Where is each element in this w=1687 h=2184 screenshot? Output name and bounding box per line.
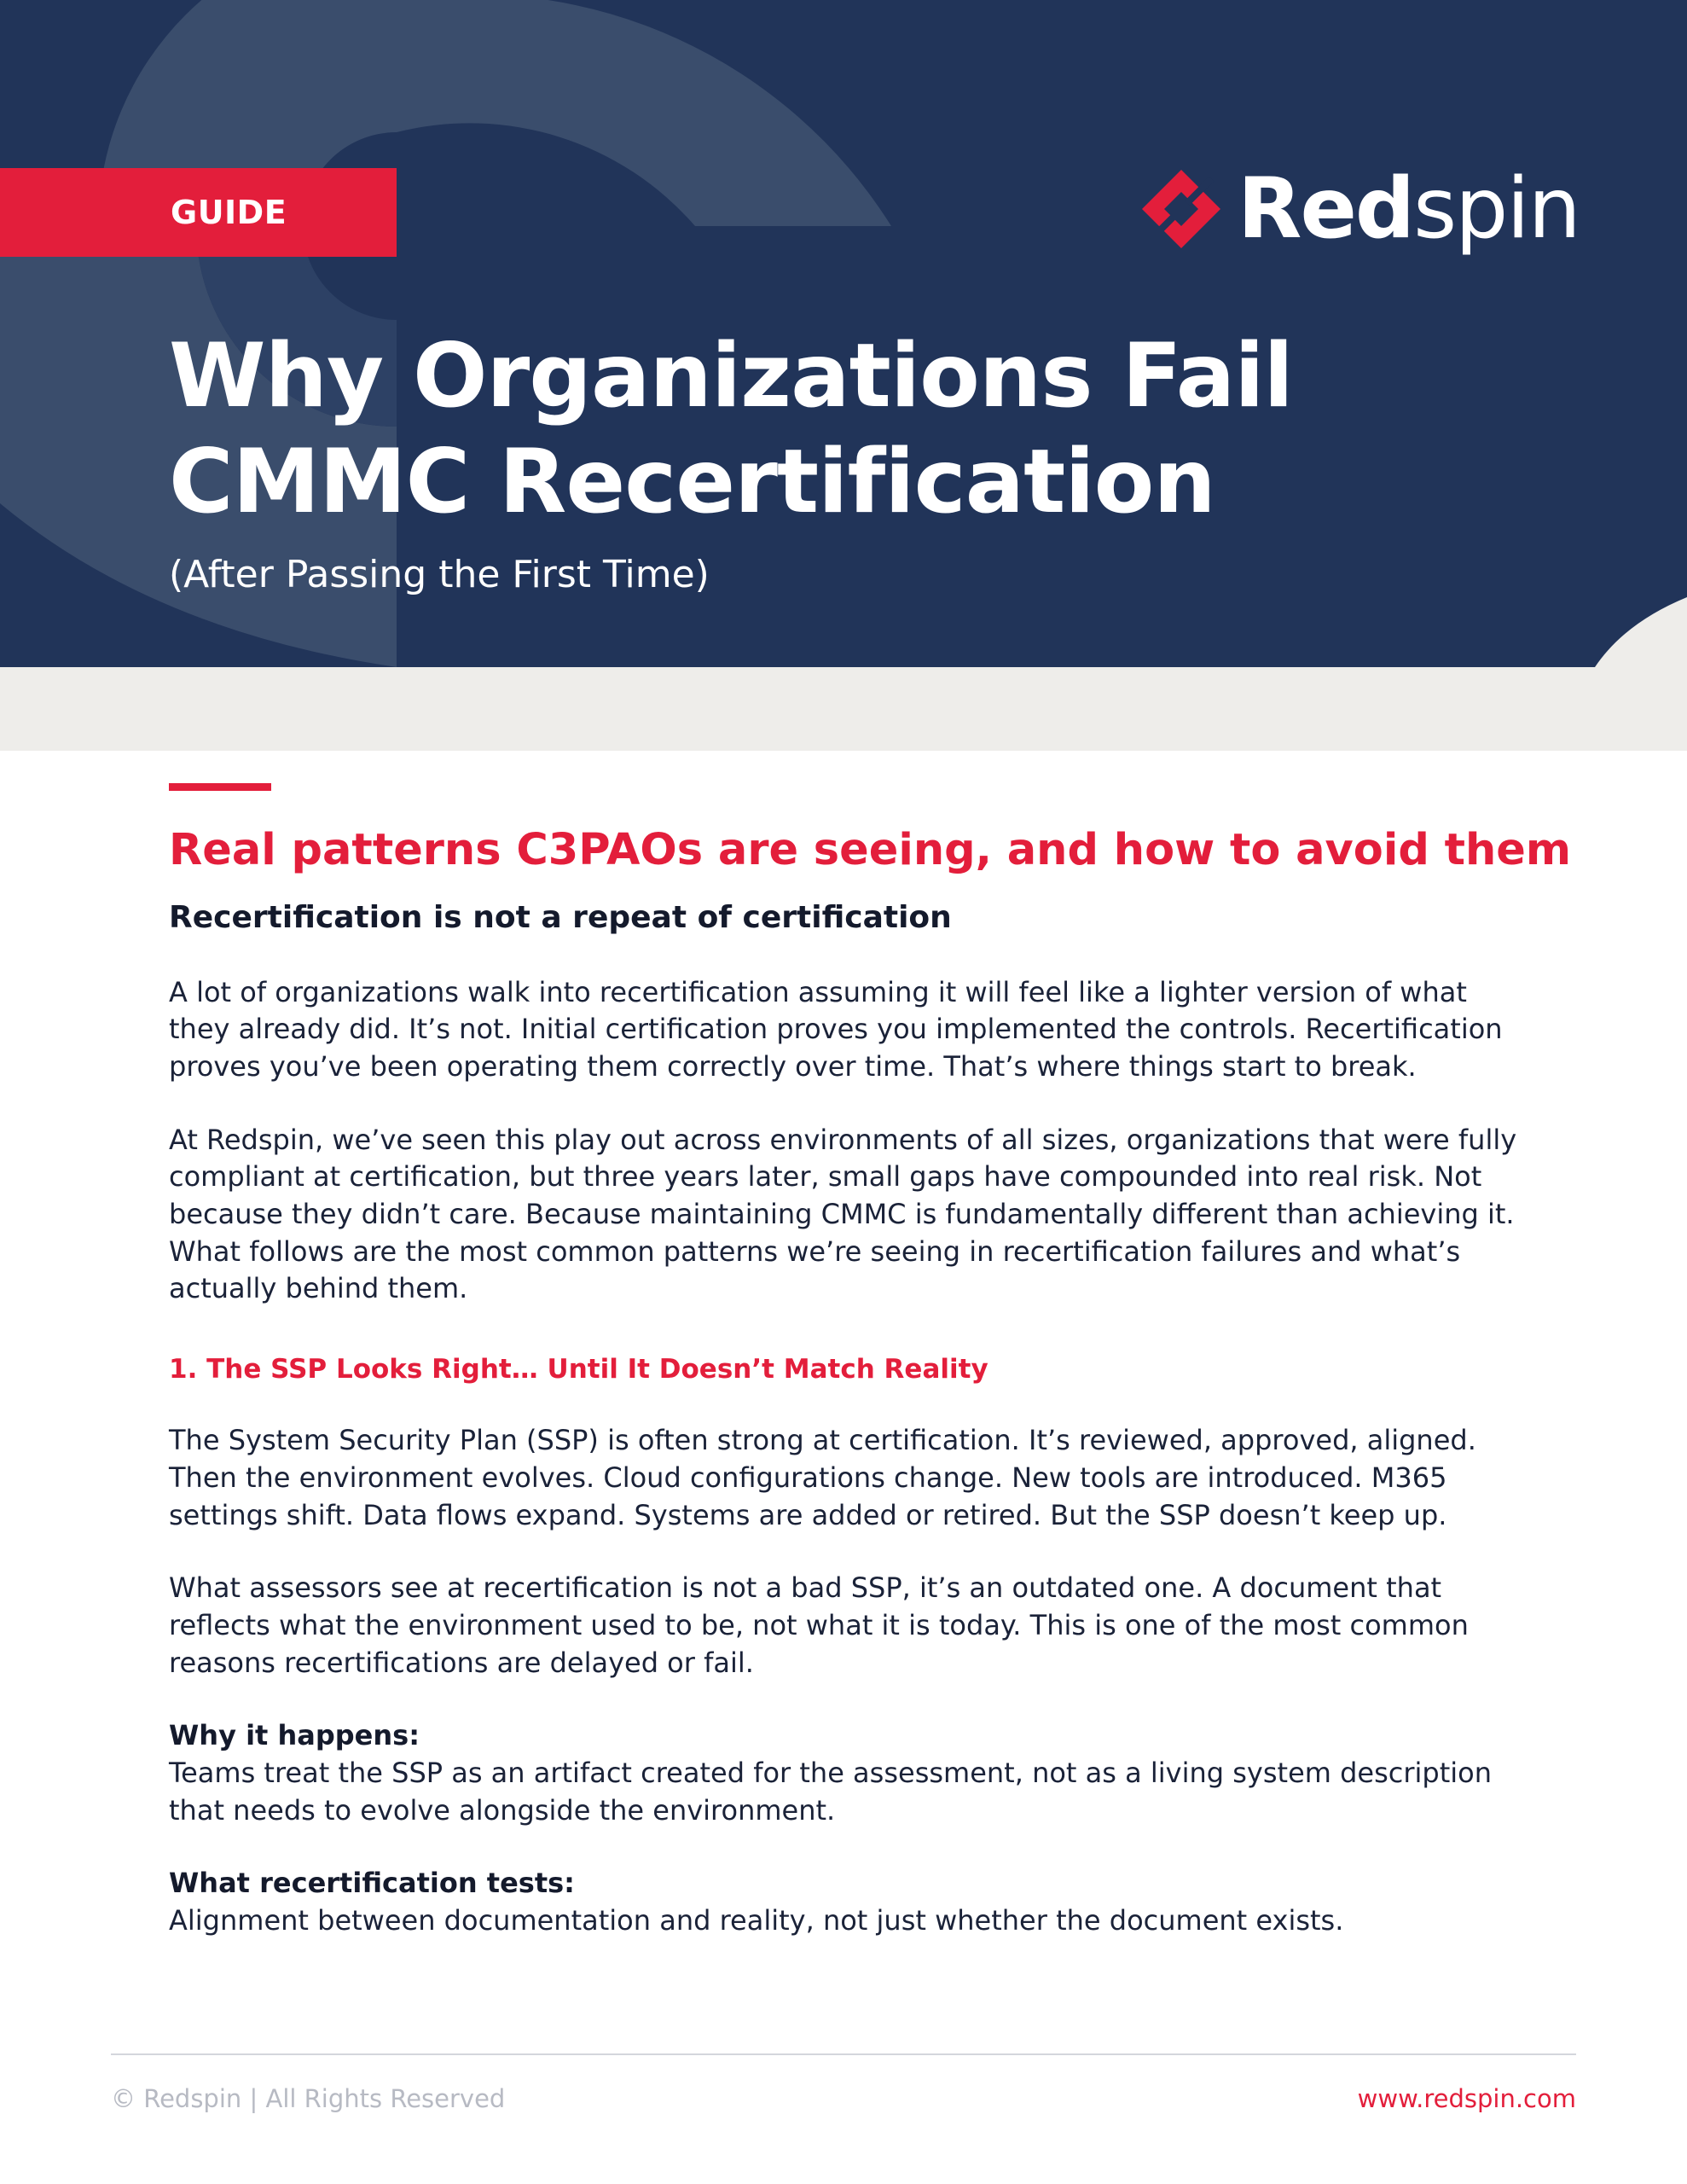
- intro-paragraph-1: A lot of organizations walk into recertification assuming it will feel like a lighter version of what they already did. It’s not. Initial certification proves you implemented the controls. Recertification proves you’ve been operating them correctly over time. That’s where things start to break.: [169, 975, 1503, 1083]
- section-1-paragraph-1: The System Security Plan (SSP) is often strong at certification. It’s reviewed, approved, aligned. Then the environment evolves. Cloud configurations change. New tools are introduced. M365 settings shift. Data flows expand. Systems are added or retired. But the SSP doesn’t keep up.: [169, 1424, 1476, 1531]
- page-title-line-2: CMMC Recertification: [169, 430, 1215, 533]
- intro-paragraph-2: At Redspin, we’ve seen this play out across environments of all sizes, organizations that were fully compliant at certification, but three years later, small gaps have compounded into real risk. Not because they didn’t care. Because maintaining CMMC is fundamentally different than achieving it. What follows are the most common patterns we’re seeing in recertification failures and what’s actually behind them.: [169, 1123, 1517, 1305]
- article-body: [169, 783, 1572, 1967]
- redspin-mark-icon: [1139, 166, 1224, 252]
- section-1-title: 1. The SSP Looks Right… Until It Doesn’t Match Reality: [169, 1353, 988, 1385]
- why-it-happens-text: Teams treat the SSP as an artifact created for the assessment, not as a living system description that needs to evolve alongside the environment.: [169, 1756, 1493, 1827]
- page-title-line-1: Why Organizations Fail: [169, 325, 1293, 427]
- recertification-tests-text: Alignment between documentation and reality, not just whether the document exists.: [169, 1903, 1344, 1937]
- redspin-wordmark: [1238, 160, 1580, 258]
- redspin-logo: [1139, 160, 1580, 258]
- section-subhead: Recertification is not a repeat of certification: [169, 899, 952, 935]
- wordmark-red: Red: [1238, 160, 1414, 258]
- guide-badge: [0, 168, 397, 257]
- accent-divider: [169, 783, 271, 791]
- hero-banner: [0, 0, 1687, 751]
- footer-website-link[interactable]: www.redspin.com: [1357, 2084, 1576, 2113]
- why-it-happens-label: Why it happens:: [169, 1719, 420, 1752]
- section-headline: Real patterns C3PAOs are seeing, and how to avoid them: [169, 825, 1572, 875]
- recertification-tests-label: What recertification tests:: [169, 1867, 575, 1900]
- wordmark-spin: spin: [1413, 160, 1580, 258]
- page-title: [169, 324, 1576, 535]
- guide-badge-label: GUIDE: [171, 194, 287, 231]
- page-subtitle: (After Passing the First Time): [169, 553, 710, 596]
- section-1-paragraph-2: What assessors see at recertification is not a bad SSP, it’s an outdated one. A document that reflects what the environment used to be, not what it is today. This is one of the most common reasons recertifications are delayed or fail.: [169, 1571, 1469, 1679]
- footer-divider: [111, 2053, 1576, 2055]
- footer-copyright: © Redspin | All Rights Reserved: [111, 2084, 506, 2113]
